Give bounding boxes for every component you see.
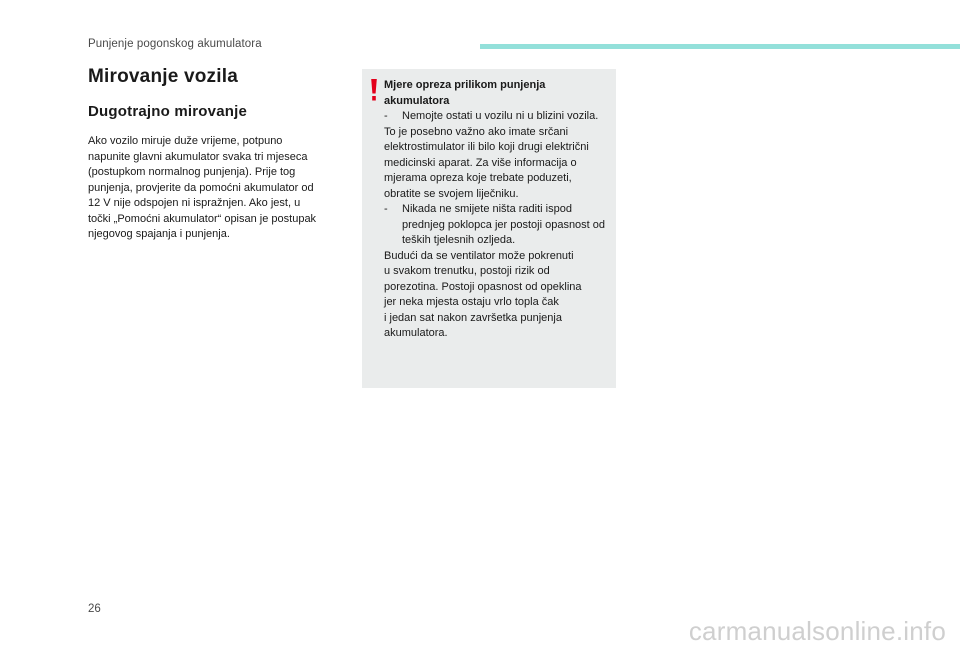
header-accent-bar: [480, 44, 960, 49]
page-title: Mirovanje vozila: [88, 66, 238, 87]
warning-bullet: [384, 202, 614, 249]
warning-bullet-text: Nemojte ostati u vozilu ni u blizini vozila.: [402, 110, 599, 122]
warning-bullet-text: Nikada ne smijete ništa raditi ispod prednjeg poklopca jer postoji opasnost od teških tjelesnih ozljeda.: [402, 203, 606, 246]
bullet-dash: -: [384, 110, 388, 122]
watermark-text: carmanualsonline.info: [688, 616, 946, 646]
warning-bullet: [384, 109, 614, 125]
warning-content: [384, 109, 614, 342]
warning-title: Mjere opreza prilikom punjenja akumulatora: [384, 79, 546, 107]
warning-paragraph: To je posebno važno ako imate srčani elektrostimulator ili bilo koji drugi električni medicinski aparat. Za više informacija o mjerama opreza koje trebate poduzeti, obratite se svojem liječniku.: [384, 125, 589, 200]
warning-paragraph: Budući da se ventilator može pokrenuti u svakom trenutku, postoji rizik od porezotina. Postoji opasnost od opeklina jer neka mjesta ostaju vrlo topla čak i jedan sat nakon završetka punjenja akumulatora.: [384, 249, 582, 339]
exclamation-icon: [370, 79, 378, 101]
section-subtitle: Dugotrajno mirovanje: [88, 103, 248, 120]
page-number: 26: [88, 603, 101, 615]
section-header-title: Punjenje pogonskog akumulatora: [88, 38, 262, 50]
bullet-dash: -: [384, 203, 388, 215]
body-paragraph: Ako vozilo miruje duže vrijeme, potpuno napunite glavni akumulator svaka tri mjeseca (postupkom normalnog punjenja). Prije tog punjenja, provjerite da pomoćni akumulator od 12 V nije odspojen ni ispražnjen. Ako jest, u točki „Pomoćni akumulator“ opisan je postupak njegovog spajanja i punjenja.: [88, 135, 317, 240]
